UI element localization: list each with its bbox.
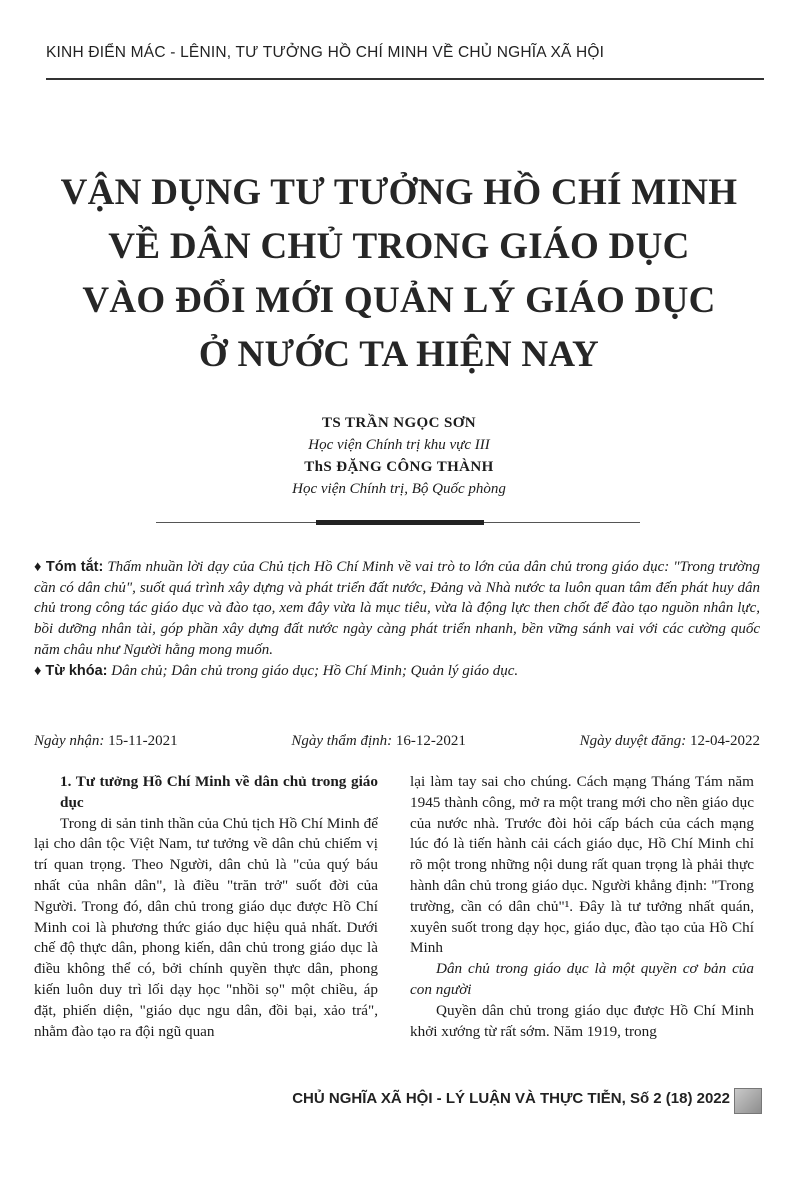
date-accepted — [580, 733, 760, 750]
date-accepted-value: 12-04-2022 — [689, 733, 760, 749]
keywords-text: Dân chủ; Dân chủ trong giáo dục; Hồ Chí Minh; Quản lý giáo dục. — [111, 662, 519, 679]
date-reviewed — [291, 733, 466, 750]
keywords-label: ♦ Từ khóa: — [34, 662, 108, 679]
date-accepted-label: Ngày duyệt đăng: — [579, 733, 687, 749]
separator-bar — [316, 520, 484, 525]
abstract-block — [34, 557, 760, 681]
authors-block — [0, 412, 798, 500]
author-name-1: TS TRẦN NGỌC SƠN — [321, 415, 477, 431]
abstract-paragraph — [34, 557, 760, 661]
date-received — [34, 733, 178, 750]
body-subheading: Dân chủ trong giáo dục là một quyền cơ bản của con người — [410, 960, 754, 998]
journal-footer: CHỦ NGHĨA XÃ HỘI - LÝ LUẬN VÀ THỰC TIỄN, Số 2 (18) 2022 — [292, 1090, 730, 1107]
body-column-left — [34, 772, 378, 1042]
article-title — [20, 166, 778, 382]
title-line-4: Ở NƯỚC TA HIỆN NAY — [198, 334, 600, 375]
title-line-1: VẬN DỤNG TƯ TƯỞNG HỒ CHÍ MINH — [60, 172, 738, 213]
header-rule — [46, 78, 764, 80]
date-received-label: Ngày nhận: — [34, 733, 105, 749]
dates-row — [34, 733, 760, 750]
abstract-text: Thấm nhuần lời dạy của Chủ tịch Hồ Chí Minh về vai trò to lớn của dân chủ trong giáo dục: "Trong trường cần có dân chủ", suốt quá trình xây dựng và phát triển đất nước, Đảng và Nhà nước ta luôn quan tâm đến phát huy dân chủ trong công tác giáo dục và đào tạo, xem đây vừa là mục tiêu, vừa là động lực then chốt để đào tạo nguồn nhân lực, bồi dưỡng nhân tài, góp phần xây dựng đất nước ngày càng phát triển nhanh, bền vững sánh vai với các cường quốc năm châu như Người hằng mong muốn. — [34, 559, 760, 658]
date-reviewed-label: Ngày thẩm định: — [291, 733, 393, 749]
body-paragraph-left: Trong di sản tinh thần của Chủ tịch Hồ Chí Minh để lại cho dân tộc Việt Nam, tư tưởng về dân chủ chiếm vị trí quan trọng. Theo Người, dân chủ là "của quý báu nhất của nhân dân", là điều "trăn trở" suốt đời của Người. Trong đó, dân chủ trong giáo dục được Hồ Chí Minh coi là phương thức giáo dục hiệu quả nhất. Dưới chế độ thực dân, phong kiến, dân chủ trong giáo dục là điều không thể có, bởi chính quyền thực dân, phong kiến luôn duy trì lối dạy học "nhồi sọ" một chiều, áp đặt, phiến diện, "giáo dục ngu dân, đồi bại, xảo trá", nhằm đào tạo ra đội ngũ quan — [34, 814, 378, 1040]
section-heading: 1. Tư tưởng Hồ Chí Minh về dân chủ trong giáo dục — [60, 773, 378, 811]
date-reviewed-value: 16-12-2021 — [395, 733, 466, 749]
author-affiliation-2: Học viện Chính trị, Bộ Quốc phòng — [292, 481, 506, 497]
page-number-box — [734, 1088, 762, 1114]
body-paragraph-right-2: Quyền dân chủ trong giáo dục được Hồ Chí Minh khởi xướng từ rất sớm. Năm 1919, trong — [410, 1001, 754, 1040]
keywords-paragraph — [34, 661, 760, 682]
abstract-label: ♦ Tóm tắt: — [34, 559, 104, 575]
body-column-right — [410, 772, 754, 1042]
title-line-2: VỀ DÂN CHỦ TRONG GIÁO DỤC — [108, 226, 690, 267]
running-head: KINH ĐIỂN MÁC - LÊNIN, TƯ TƯỞNG HỒ CHÍ MINH VỀ CHỦ NGHĨA XÃ HỘI — [46, 44, 605, 61]
date-received-value: 15-11-2021 — [108, 733, 178, 749]
author-affiliation-1: Học viện Chính trị khu vực III — [308, 437, 490, 453]
author-name-2: ThS ĐẶNG CÔNG THÀNH — [304, 459, 494, 475]
title-line-3: VÀO ĐỔI MỚI QUẢN LÝ GIÁO DỤC — [82, 280, 716, 321]
body-paragraph-right-1: lại làm tay sai cho chúng. Cách mạng Tháng Tám năm 1945 thành công, mở ra một trang mới cho nền giáo dục của nước nhà. Trước đòi hỏi cấp bách của cách mạng lúc đó là tiến hành cải cách giáo dục, Hồ Chí Minh chỉ rõ một trong những nội dung rất quan trọng là phải thực hành dân chủ trong giáo dục. Người khẳng định: "Trong trường, cần có dân chủ"¹. Đây là tư tưởng nhất quán, xuyên suốt trong dạy học, giáo dục, đào tạo của Hồ Chí Minh — [410, 773, 754, 957]
